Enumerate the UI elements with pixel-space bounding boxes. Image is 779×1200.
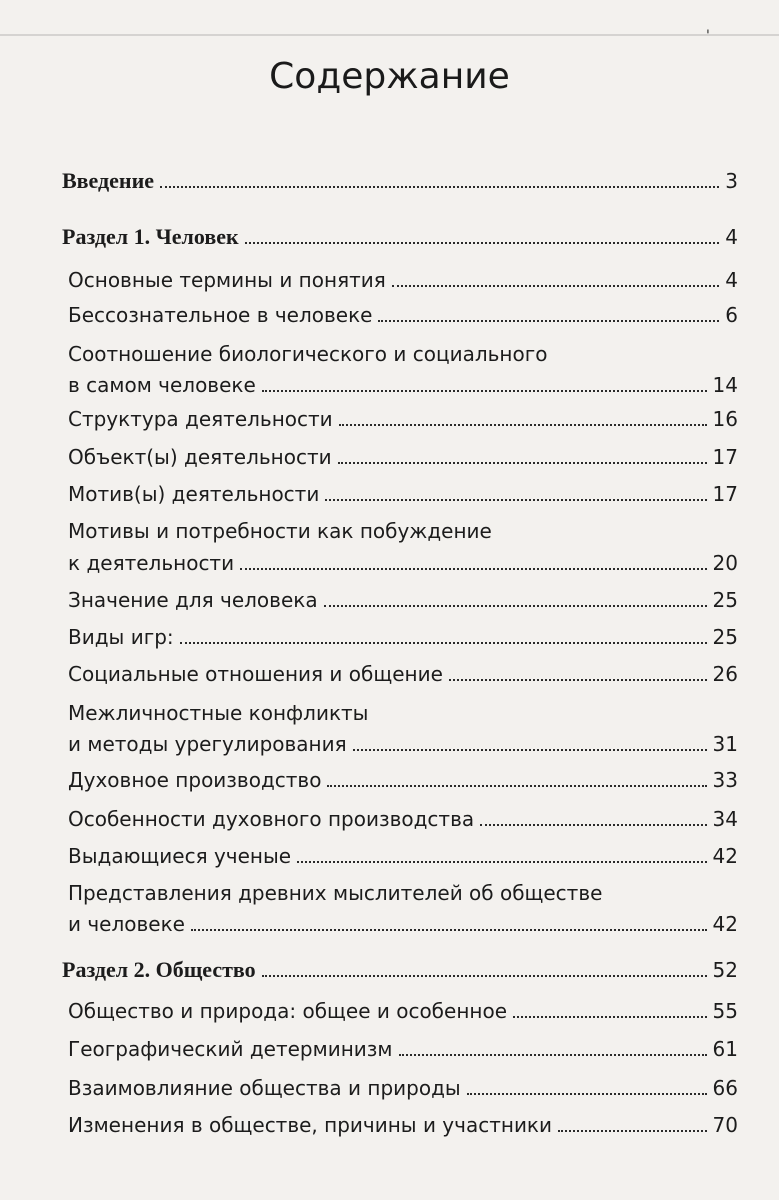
toc-label: и методы урегулирования (68, 732, 347, 756)
leader-dots (262, 975, 707, 977)
toc-item-line1[interactable]: Представления древних мыслителей об обществе (68, 881, 603, 905)
leader-dots (480, 824, 706, 826)
toc-label: Структура деятельности (68, 407, 333, 431)
toc-label: Значение для человека (68, 588, 318, 612)
toc-page-number: 17 (712, 482, 738, 506)
toc-label: Раздел 2. Общество (62, 957, 256, 982)
toc-page-number: 4 (725, 225, 738, 249)
toc-page-number: 16 (712, 407, 738, 431)
leader-dots (245, 242, 720, 244)
toc-item[interactable] (68, 444, 738, 470)
toc-item-line1[interactable]: Межличностные конфликты (68, 701, 369, 725)
leader-dots (327, 785, 706, 787)
top-rule (0, 34, 779, 36)
toc-item[interactable] (68, 661, 738, 687)
toc-item[interactable] (68, 372, 738, 398)
toc-label: Изменения в обществе, причины и участники (68, 1113, 553, 1137)
toc-label: Взаимовлияние общества и природы (68, 1076, 461, 1100)
toc-page-number: 42 (712, 844, 738, 868)
toc-item[interactable] (68, 267, 738, 293)
toc-label: Введение (62, 168, 155, 193)
toc-page-number: 4 (725, 268, 738, 292)
header-mark: ' (706, 28, 710, 44)
toc-page-number: 6 (725, 303, 738, 327)
leader-dots (399, 1054, 707, 1056)
toc-item[interactable] (68, 624, 738, 650)
toc-item[interactable] (68, 767, 738, 793)
toc-item-line1[interactable]: Мотивы и потребности как побуждение (68, 519, 492, 543)
toc-page-number: 25 (712, 625, 738, 649)
toc-item[interactable] (68, 911, 738, 937)
toc-section-1[interactable] (62, 224, 738, 250)
leader-dots (467, 1093, 707, 1095)
toc-item-line1[interactable]: Соотношение биологического и социального (68, 342, 548, 366)
toc-item[interactable] (68, 1112, 738, 1138)
leader-dots (297, 861, 706, 863)
toc-label: Географический детерминизм (68, 1037, 393, 1061)
toc-page-number: 42 (712, 912, 738, 936)
leader-dots (180, 642, 707, 644)
toc-label: Выдающиеся ученые (68, 844, 292, 868)
leader-dots (449, 679, 707, 681)
toc-item[interactable] (68, 998, 738, 1024)
toc-page-number: 61 (712, 1037, 738, 1061)
leader-dots (324, 605, 707, 607)
toc-section-2[interactable] (62, 957, 738, 983)
toc-item[interactable] (68, 587, 738, 613)
leader-dots (191, 929, 707, 931)
toc-page-number: 66 (712, 1076, 738, 1100)
leader-dots (558, 1130, 707, 1132)
toc-label: Общество и природа: общее и особенное (68, 999, 508, 1023)
leader-dots (338, 462, 707, 464)
toc-label: Основные термины и понятия (68, 268, 386, 292)
toc-page-number: 55 (712, 999, 738, 1023)
toc-label: Духовное производство (68, 768, 322, 792)
toc-page-number: 14 (712, 373, 738, 397)
toc-page-number: 33 (712, 768, 738, 792)
toc-page-number: 52 (712, 958, 738, 982)
leader-dots (325, 499, 706, 501)
leader-dots (353, 749, 707, 751)
toc-page-number: 34 (712, 807, 738, 831)
toc-introduction[interactable] (62, 168, 738, 194)
toc-item[interactable] (68, 731, 738, 757)
toc-label: Мотив(ы) деятельности (68, 482, 320, 506)
leader-dots (262, 390, 707, 392)
toc-label: Раздел 1. Человек (62, 224, 239, 249)
leader-dots (513, 1016, 707, 1018)
toc-page-number: 26 (712, 662, 738, 686)
toc-label: Объект(ы) деятельности (68, 445, 332, 469)
toc-item[interactable] (68, 406, 738, 432)
toc-label: и человеке (68, 912, 185, 936)
toc-item[interactable] (68, 1036, 738, 1062)
leader-dots (160, 186, 719, 188)
toc-label: Виды игр: (68, 625, 174, 649)
toc-label: Особенности духовного производства (68, 807, 475, 831)
toc-page-number: 20 (712, 551, 738, 575)
toc-item[interactable] (68, 302, 738, 328)
toc-item[interactable] (68, 550, 738, 576)
leader-dots (378, 320, 719, 322)
toc-page-number: 70 (712, 1113, 738, 1137)
toc-item[interactable] (68, 806, 738, 832)
leader-dots (392, 285, 719, 287)
toc-item[interactable] (68, 1075, 738, 1101)
page-title: Содержание (269, 56, 510, 97)
toc-label: Бессознательное в человеке (68, 303, 373, 327)
leader-dots (240, 568, 706, 570)
toc-label: в самом человеке (68, 373, 256, 397)
toc-page-number: 31 (712, 732, 738, 756)
toc-label: Социальные отношения и общение (68, 662, 443, 686)
leader-dots (339, 424, 707, 426)
toc-page-number: 25 (712, 588, 738, 612)
toc-page-number: 17 (712, 445, 738, 469)
toc-item[interactable] (68, 481, 738, 507)
toc-label: к деятельности (68, 551, 235, 575)
toc-page-number: 3 (725, 169, 738, 193)
toc-item[interactable] (68, 843, 738, 869)
